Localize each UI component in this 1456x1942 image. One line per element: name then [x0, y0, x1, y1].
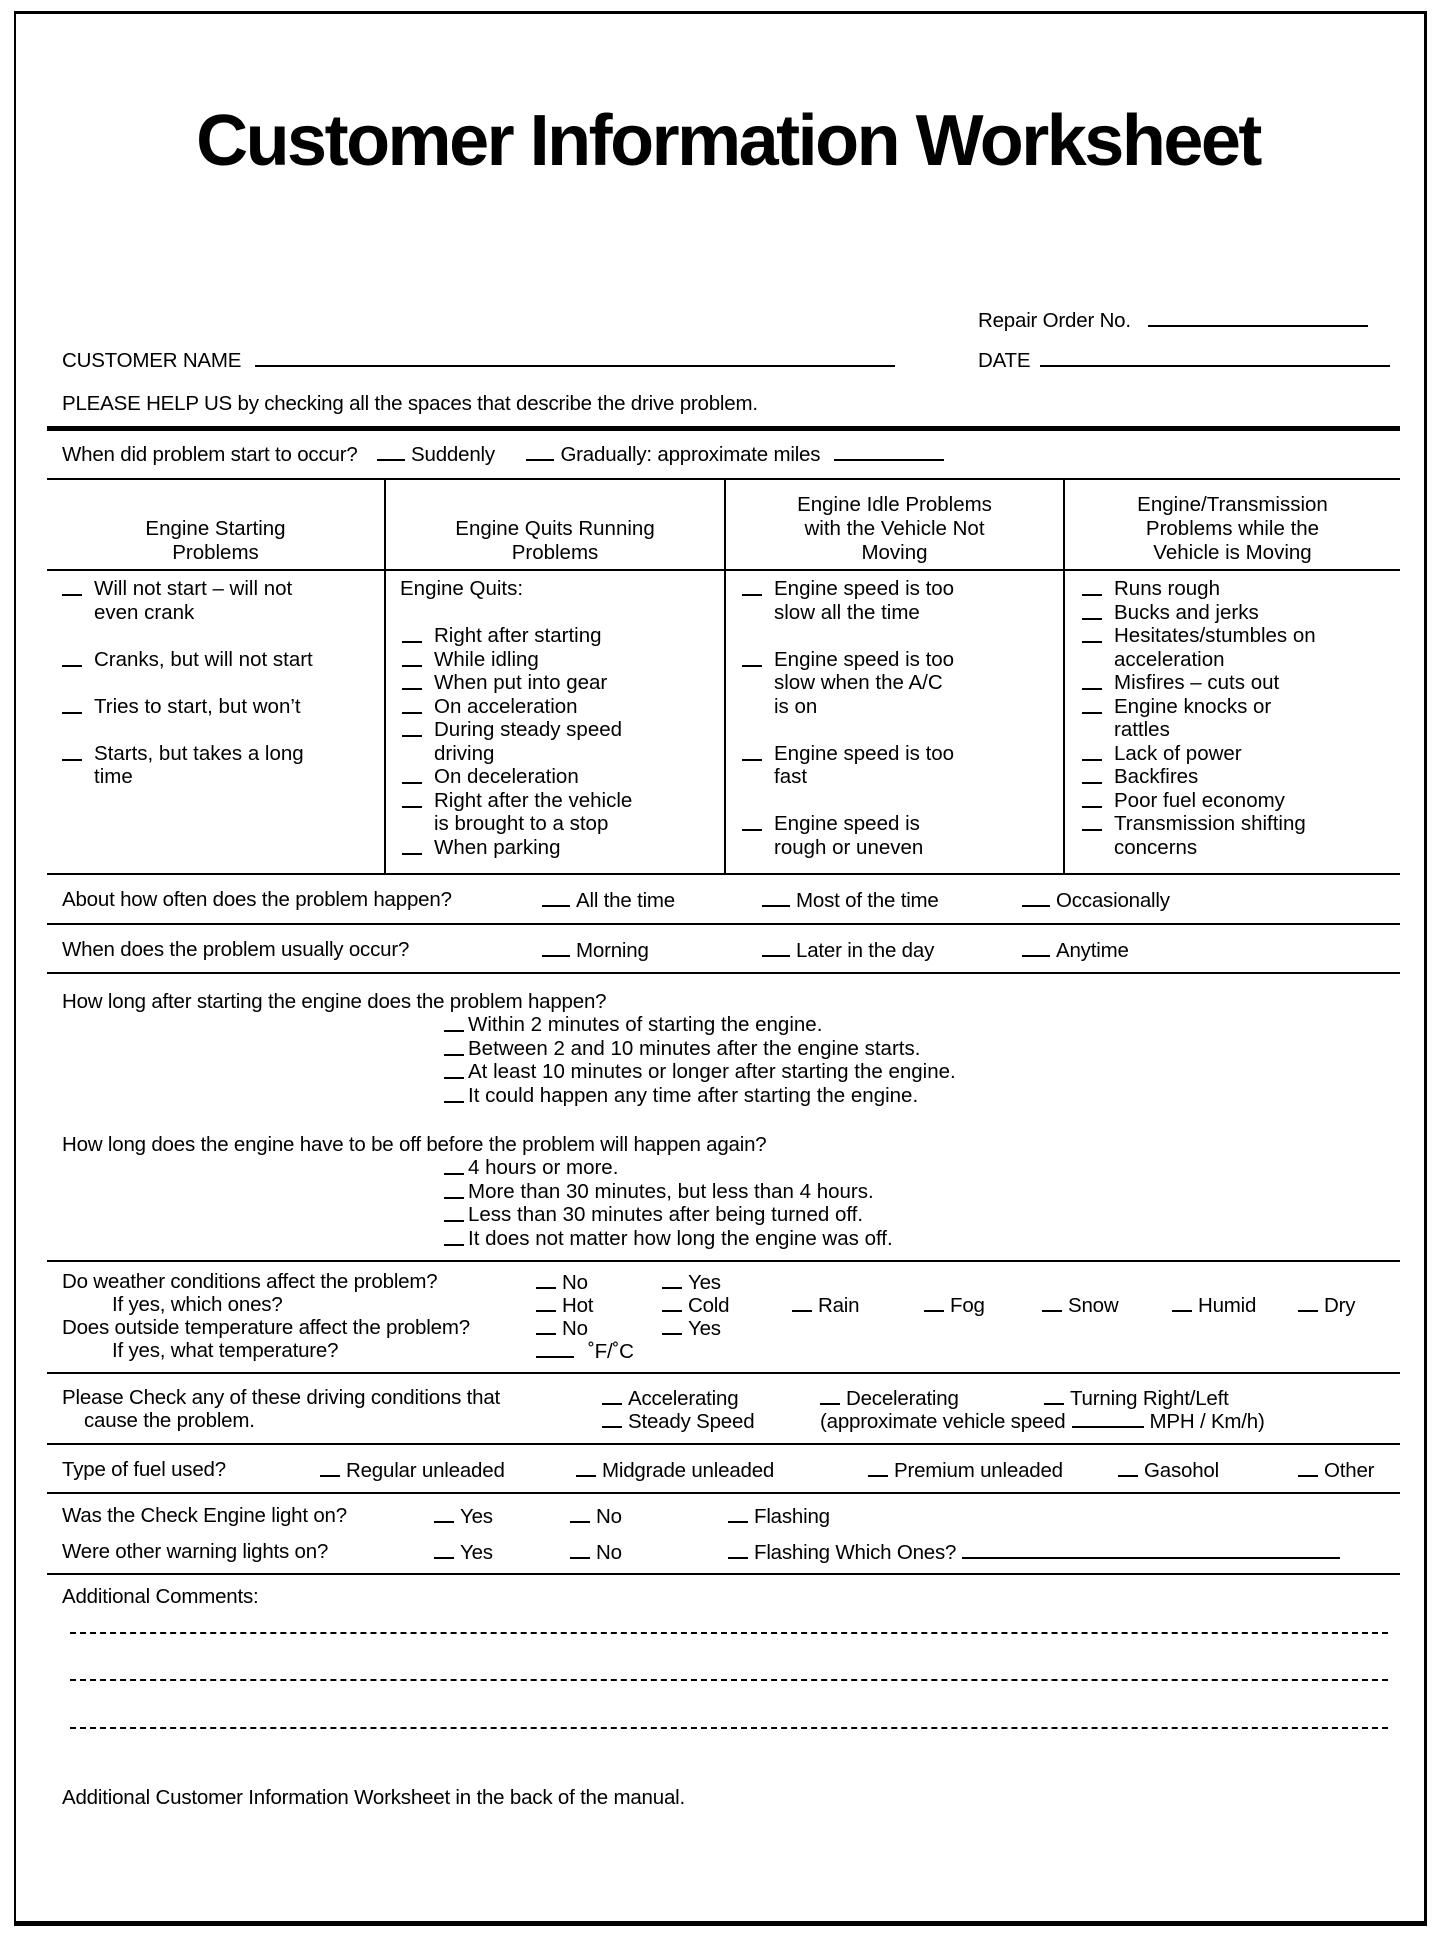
- condition-decelerating[interactable]: Decelerating: [820, 1386, 959, 1411]
- checkbox[interactable]: [576, 1458, 596, 1477]
- checkbox[interactable]: [62, 648, 82, 667]
- check-engine-question: Was the Check Engine light on?: [62, 1504, 347, 1527]
- checkbox[interactable]: [662, 1270, 682, 1289]
- repair-order-label: Repair Order No.: [978, 309, 1131, 332]
- additional-comments-label: Additional Comments:: [62, 1585, 259, 1608]
- checkbox[interactable]: [444, 1203, 464, 1222]
- checkbox[interactable]: [1118, 1458, 1138, 1477]
- comment-line-2[interactable]: [70, 1679, 1388, 1681]
- approximate-miles-input[interactable]: [834, 442, 944, 461]
- option-morning[interactable]: Morning: [542, 938, 649, 963]
- temperature-question: Does outside temperature affect the problem?: [62, 1316, 470, 1339]
- checkbox[interactable]: [1082, 789, 1102, 808]
- checkbox[interactable]: [402, 789, 422, 808]
- checkbox[interactable]: [536, 1270, 556, 1289]
- suddenly-checkbox[interactable]: [377, 442, 405, 461]
- checkbox[interactable]: [1042, 1293, 1062, 1312]
- fuel-gasohol[interactable]: Gasohol: [1118, 1458, 1219, 1483]
- temperature-input-field: [536, 1339, 634, 1364]
- list-item[interactable]: Will not start – will not even crank: [60, 577, 380, 624]
- fuel-question: Type of fuel used?: [62, 1458, 226, 1481]
- approximate-speed-field: (approximate vehicle speed MPH / Km/h): [820, 1410, 1265, 1433]
- instructions-text: PLEASE HELP US by checking all the spaces that describe the drive problem.: [62, 392, 758, 415]
- list-item[interactable]: Starts, but takes a long time: [60, 742, 380, 789]
- list-item[interactable]: On deceleration: [400, 765, 720, 789]
- checkbox[interactable]: [728, 1504, 748, 1523]
- list-item[interactable]: Bucks and jerks: [1080, 601, 1400, 625]
- checkbox[interactable]: [868, 1458, 888, 1477]
- list-item[interactable]: Engine speed is too slow when the A/C is on: [740, 648, 1060, 719]
- which-temperature-question: If yes, what temperature?: [112, 1339, 339, 1362]
- weather-cold[interactable]: Cold: [662, 1293, 729, 1318]
- checkbox[interactable]: [444, 1227, 464, 1246]
- worksheet-page: [14, 11, 1427, 1926]
- repair-order-field: [978, 308, 1368, 333]
- which-weather-question: If yes, which ones?: [112, 1293, 283, 1316]
- list-item[interactable]: 4 hours or more.: [442, 1156, 893, 1180]
- gradually-checkbox[interactable]: [526, 442, 554, 461]
- list-item[interactable]: Cranks, but will not start: [60, 648, 380, 672]
- problem-start-question: When did problem start to occur?: [62, 443, 358, 466]
- checkbox[interactable]: [434, 1504, 454, 1523]
- option-later-in-the-day[interactable]: Later in the day: [762, 938, 934, 963]
- after-start-question: How long after starting the engine does the problem happen?: [62, 990, 607, 1013]
- checkbox[interactable]: [402, 718, 422, 737]
- checkbox[interactable]: [762, 938, 790, 957]
- column-header-engine-quits: Engine Quits Running Problems: [455, 517, 655, 564]
- option-all-the-time[interactable]: All the time: [542, 888, 675, 913]
- checkbox[interactable]: [402, 836, 422, 855]
- checkbox[interactable]: [62, 577, 82, 596]
- divider: [47, 1492, 1400, 1494]
- problem-start-row: [62, 442, 944, 467]
- checkbox[interactable]: [434, 1540, 454, 1559]
- after-start-options: [442, 1013, 956, 1107]
- list-item[interactable]: It does not matter how long the engine was off.: [442, 1227, 893, 1251]
- list-item[interactable]: During steady speed driving: [400, 718, 720, 765]
- temperature-yes[interactable]: Yes: [662, 1316, 721, 1341]
- condition-steady-speed[interactable]: Steady Speed: [602, 1409, 754, 1434]
- option-anytime[interactable]: Anytime: [1022, 938, 1129, 963]
- checkbox[interactable]: [402, 648, 422, 667]
- temperature-no[interactable]: No: [536, 1316, 588, 1341]
- driving-conditions-question-line2: cause the problem.: [84, 1409, 255, 1432]
- date-field: [978, 348, 1390, 373]
- fuel-regular[interactable]: Regular unleaded: [320, 1458, 505, 1483]
- engine-off-options: [442, 1156, 893, 1250]
- comment-line-1[interactable]: [70, 1632, 1388, 1634]
- driving-conditions-question-line1: Please Check any of these driving conditions that: [62, 1386, 501, 1409]
- checkbox[interactable]: [444, 1037, 464, 1056]
- fuel-premium[interactable]: Premium unleaded: [868, 1458, 1063, 1483]
- engine-quits-list: [400, 577, 720, 859]
- checkbox[interactable]: [402, 624, 422, 643]
- list-item[interactable]: Engine speed is too slow all the time: [740, 577, 1060, 624]
- list-item[interactable]: Hesitates/stumbles on acceleration: [1080, 624, 1400, 671]
- checkbox[interactable]: [1082, 577, 1102, 596]
- checkbox[interactable]: [1022, 938, 1050, 957]
- checkbox[interactable]: [742, 812, 762, 831]
- checkbox[interactable]: [402, 765, 422, 784]
- list-item[interactable]: Right after starting: [400, 624, 720, 648]
- engine-quits-intro: Engine Quits:: [400, 577, 524, 600]
- divider: [47, 972, 1400, 974]
- weather-rain[interactable]: Rain: [792, 1293, 859, 1318]
- warning-lights-no[interactable]: No: [570, 1540, 622, 1565]
- checkbox[interactable]: [662, 1293, 682, 1312]
- time-of-day-question: When does the problem usually occur?: [62, 938, 410, 961]
- checkbox[interactable]: [402, 695, 422, 714]
- divider: [47, 873, 1400, 875]
- column-header-engine-idle: Engine Idle Problems with the Vehicle Not Moving: [797, 493, 992, 564]
- list-item[interactable]: Transmission shifting concerns: [1080, 812, 1400, 859]
- weather-fog[interactable]: Fog: [924, 1293, 985, 1318]
- frequency-question: About how often does the problem happen?: [62, 888, 452, 911]
- customer-name-label: CUSTOMER NAME: [62, 349, 242, 372]
- checkbox[interactable]: [742, 648, 762, 667]
- customer-name-field: [62, 348, 895, 373]
- customer-name-input[interactable]: [255, 348, 895, 367]
- checkbox[interactable]: [1044, 1386, 1064, 1405]
- checkbox[interactable]: [444, 1013, 464, 1032]
- divider: [47, 1260, 1400, 1262]
- temperature-input[interactable]: [536, 1339, 574, 1358]
- list-item[interactable]: On acceleration: [400, 695, 720, 719]
- checkbox[interactable]: [792, 1293, 812, 1312]
- list-item[interactable]: Tries to start, but won’t: [60, 695, 380, 719]
- comment-line-3[interactable]: [70, 1727, 1388, 1729]
- date-label: DATE: [978, 349, 1031, 372]
- list-item[interactable]: Lack of power: [1080, 742, 1400, 766]
- checkbox[interactable]: [570, 1540, 590, 1559]
- divider: [47, 426, 1400, 431]
- engine-idle-list: [740, 577, 1060, 859]
- page-title: Customer Information Worksheet: [196, 101, 1260, 181]
- weather-yes[interactable]: Yes: [662, 1270, 721, 1295]
- list-item[interactable]: Engine speed is rough or uneven: [740, 812, 1060, 859]
- checkbox[interactable]: [542, 888, 570, 907]
- fuel-midgrade[interactable]: Midgrade unleaded: [576, 1458, 774, 1483]
- list-item[interactable]: Backfires: [1080, 765, 1400, 789]
- checkbox[interactable]: [320, 1458, 340, 1477]
- checkbox[interactable]: [742, 577, 762, 596]
- checkbox[interactable]: [1172, 1293, 1192, 1312]
- checkbox[interactable]: [728, 1540, 748, 1559]
- checkbox[interactable]: [444, 1156, 464, 1175]
- weather-humid[interactable]: Humid: [1172, 1293, 1256, 1318]
- list-item[interactable]: Engine speed is too fast: [740, 742, 1060, 789]
- checkbox[interactable]: [536, 1316, 556, 1335]
- warning-lights-flashing[interactable]: Flashing Which Ones?: [728, 1540, 1340, 1565]
- list-item[interactable]: Less than 30 minutes after being turned off.: [442, 1203, 893, 1227]
- checkbox[interactable]: [602, 1386, 622, 1405]
- check-engine-no[interactable]: No: [570, 1504, 622, 1529]
- list-item[interactable]: At least 10 minutes or longer after starting the engine.: [442, 1060, 956, 1084]
- checkbox[interactable]: [1082, 812, 1102, 831]
- checkbox[interactable]: [1082, 671, 1102, 690]
- divider: [47, 1443, 1400, 1445]
- list-item[interactable]: Engine knocks or rattles: [1080, 695, 1400, 742]
- checkbox[interactable]: [924, 1293, 944, 1312]
- date-input[interactable]: [1040, 348, 1390, 367]
- checkbox[interactable]: [1082, 765, 1102, 784]
- checkbox[interactable]: [402, 671, 422, 690]
- speed-input[interactable]: [1072, 1409, 1144, 1428]
- checkbox[interactable]: [662, 1316, 682, 1335]
- weather-question: Do weather conditions affect the problem?: [62, 1270, 438, 1293]
- checkbox[interactable]: [1298, 1458, 1318, 1477]
- list-item[interactable]: Runs rough: [1080, 577, 1400, 601]
- checkbox[interactable]: [444, 1084, 464, 1103]
- footer-note: Additional Customer Information Worksheet in the back of the manual.: [62, 1786, 685, 1809]
- checkbox[interactable]: [536, 1293, 556, 1312]
- engine-transmission-list: [1080, 577, 1400, 859]
- fuel-other[interactable]: Other: [1298, 1458, 1374, 1483]
- list-item[interactable]: More than 30 minutes, but less than 4 hours.: [442, 1180, 893, 1204]
- divider: [47, 923, 1400, 925]
- checkbox[interactable]: [1082, 742, 1102, 761]
- checkbox[interactable]: [602, 1409, 622, 1428]
- list-item[interactable]: Within 2 minutes of starting the engine.: [442, 1013, 956, 1037]
- weather-dry[interactable]: Dry: [1298, 1293, 1355, 1318]
- divider: [47, 1372, 1400, 1374]
- checkbox[interactable]: [62, 695, 82, 714]
- weather-hot[interactable]: Hot: [536, 1293, 593, 1318]
- gradually-label: Gradually: approximate miles: [560, 443, 821, 466]
- list-item[interactable]: Misfires – cuts out: [1080, 671, 1400, 695]
- column-header-engine-transmission: Engine/Transmission Problems while the Vehicle is Moving: [1137, 493, 1328, 564]
- list-item[interactable]: When parking: [400, 836, 720, 860]
- condition-turning[interactable]: Turning Right/Left: [1044, 1386, 1229, 1411]
- divider: [47, 1573, 1400, 1575]
- divider: [47, 569, 1400, 571]
- option-most-of-the-time[interactable]: Most of the time: [762, 888, 939, 913]
- checkbox[interactable]: [820, 1386, 840, 1405]
- checkbox[interactable]: [444, 1180, 464, 1199]
- checkbox[interactable]: [1298, 1293, 1318, 1312]
- column-header-engine-starting: Engine Starting Problems: [145, 517, 286, 564]
- list-item[interactable]: While idling: [400, 648, 720, 672]
- list-item[interactable]: It could happen any time after starting the engine.: [442, 1084, 956, 1108]
- temperature-unit: ˚F/˚C: [588, 1340, 634, 1363]
- checkbox[interactable]: [444, 1060, 464, 1079]
- check-engine-yes[interactable]: Yes: [434, 1504, 493, 1529]
- which-ones-input[interactable]: [962, 1540, 1340, 1559]
- weather-no[interactable]: No: [536, 1270, 588, 1295]
- repair-order-input[interactable]: [1148, 308, 1368, 327]
- suddenly-label: Suddenly: [411, 443, 495, 466]
- checkbox[interactable]: [762, 888, 790, 907]
- list-item[interactable]: Between 2 and 10 minutes after the engine starts.: [442, 1037, 956, 1061]
- warning-lights-question: Were other warning lights on?: [62, 1540, 329, 1563]
- checkbox[interactable]: [1022, 888, 1050, 907]
- checkbox[interactable]: [62, 742, 82, 761]
- checkbox[interactable]: [542, 938, 570, 957]
- list-item[interactable]: Right after the vehicle is brought to a stop: [400, 789, 720, 836]
- check-engine-flashing[interactable]: Flashing: [728, 1504, 830, 1529]
- engine-off-question: How long does the engine have to be off before the problem will happen again?: [62, 1133, 767, 1156]
- checkbox[interactable]: [742, 742, 762, 761]
- option-occasionally[interactable]: Occasionally: [1022, 888, 1170, 913]
- warning-lights-yes[interactable]: Yes: [434, 1540, 493, 1565]
- checkbox[interactable]: [570, 1504, 590, 1523]
- weather-snow[interactable]: Snow: [1042, 1293, 1118, 1318]
- condition-accelerating[interactable]: Accelerating: [602, 1386, 738, 1411]
- engine-starting-list: [60, 577, 380, 789]
- checkbox[interactable]: [1082, 695, 1102, 714]
- list-item[interactable]: Poor fuel economy: [1080, 789, 1400, 813]
- checkbox[interactable]: [1082, 624, 1102, 643]
- checkbox[interactable]: [1082, 601, 1102, 620]
- list-item[interactable]: When put into gear: [400, 671, 720, 695]
